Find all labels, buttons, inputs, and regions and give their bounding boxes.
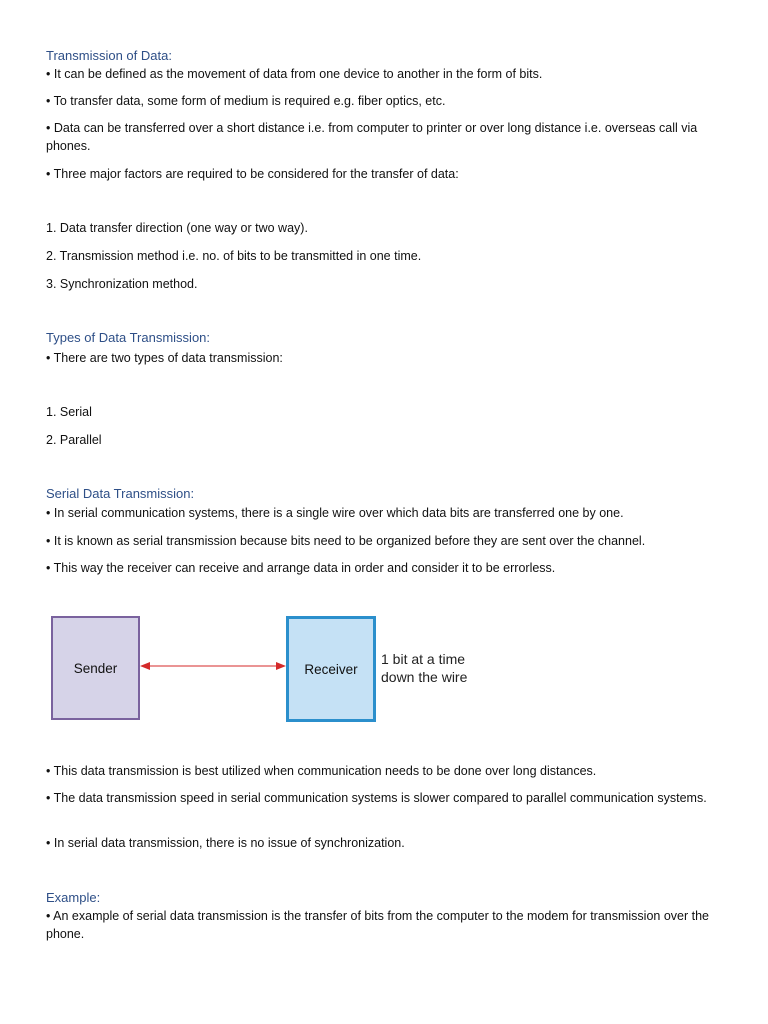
bullet-serial-long-distance: • This data transmission is best utilized when communication needs to be done over long distances. (46, 764, 597, 778)
bullet-transmission-medium: • To transfer data, some form of medium is required e.g. fiber optics, etc. (46, 94, 446, 108)
bullet-transmission-distance: • Data can be transferred over a short distance i.e. from computer to printer or over long distance i.e. overseas call via phones. (46, 121, 698, 153)
bullet-serial-receiver: • This way the receiver can receive and arrange data in order and consider it to be errorless. (46, 561, 556, 575)
caption-line-2: down the wire (381, 669, 468, 685)
bullet-example-modem: • An example of serial data transmission is the transfer of bits from the computer to the modem for transmission over the phone. (46, 909, 710, 941)
diagram-caption (381, 650, 467, 686)
sender-label: Sender (73, 660, 118, 676)
list-item-direction: 1. Data transfer direction (one way or two way). (46, 221, 308, 235)
list-item-serial: 1. Serial (46, 405, 92, 419)
heading-serial-data-transmission: Serial Data Transmission: (46, 486, 195, 501)
bullet-serial-organized: • It is known as serial transmission because bits need to be organized before they are sent over the channel. (46, 534, 646, 548)
bullet-transmission-factors: • Three major factors are required to be considered for the transfer of data: (46, 167, 459, 181)
bullet-transmission-definition: • It can be defined as the movement of data from one device to another in the form of bits. (46, 67, 543, 81)
sender-box (51, 616, 140, 720)
list-item-synchronization: 3. Synchronization method. (46, 277, 198, 291)
heading-transmission-of-data: Transmission of Data: (46, 48, 172, 63)
double-arrow-icon (140, 660, 286, 672)
receiver-label: Receiver (304, 661, 358, 677)
bullet-serial-synchronization: • In serial data transmission, there is no issue of synchronization. (46, 836, 405, 850)
bullet-serial-speed: • The data transmission speed in serial communication systems is slower compared to parallel communication systems. (46, 791, 707, 805)
receiver-box (286, 616, 376, 722)
heading-example: Example: (46, 890, 101, 905)
list-item-parallel: 2. Parallel (46, 433, 102, 447)
serial-transmission-diagram (46, 610, 506, 725)
caption-line-1: 1 bit at a time (381, 651, 466, 667)
heading-types-of-data-transmission: Types of Data Transmission: (46, 330, 211, 345)
list-item-method: 2. Transmission method i.e. no. of bits to be transmitted in one time. (46, 249, 422, 263)
bullet-two-types: • There are two types of data transmission: (46, 351, 283, 365)
bullet-serial-single-wire: • In serial communication systems, there is a single wire over which data bits are transferred one by one. (46, 506, 624, 520)
